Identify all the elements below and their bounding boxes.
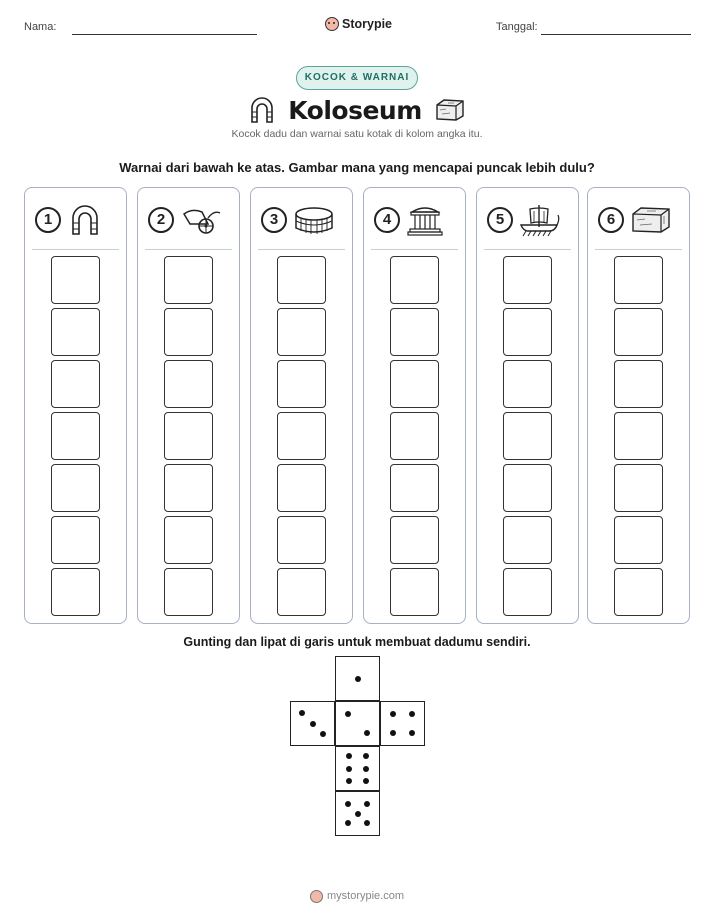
color-box[interactable] [614,464,663,512]
color-box[interactable] [390,464,439,512]
temple-icon [406,203,444,237]
color-box[interactable] [51,568,100,616]
color-box[interactable] [51,516,100,564]
column-divider [258,249,345,250]
color-box[interactable] [503,308,552,356]
storypie-mascot-icon [325,17,339,31]
column-header [35,202,119,238]
die-pip [390,711,396,717]
galley-ship-icon [519,203,561,237]
color-box[interactable] [164,516,213,564]
color-box[interactable] [390,412,439,460]
brand-logo [325,14,392,34]
column-number: 1 [35,207,61,233]
color-box[interactable] [614,516,663,564]
color-box[interactable] [277,516,326,564]
die-pip [363,778,369,784]
die-pip [355,811,361,817]
column-divider [484,249,571,250]
column-header [148,202,232,238]
column-2 [137,187,240,624]
arch-icon [248,96,276,124]
column-divider [371,249,458,250]
color-box[interactable] [503,360,552,408]
color-box[interactable] [164,568,213,616]
dice-columns [24,187,690,624]
coloring-instruction: Warnai dari bawah ke atas. Gambar mana yang mencapai puncak lebih dulu? [119,160,595,175]
column-divider [145,249,232,250]
color-box[interactable] [503,412,552,460]
color-box[interactable] [164,412,213,460]
color-box[interactable] [503,464,552,512]
column-6 [587,187,690,624]
die-pip [363,753,369,759]
color-box[interactable] [390,360,439,408]
die-face [335,656,380,701]
color-box[interactable] [164,360,213,408]
brand-name: Storypie [342,17,393,31]
color-box[interactable] [614,256,663,304]
die-face [335,746,380,791]
column-1 [24,187,127,624]
color-box[interactable] [390,568,439,616]
die-face [335,701,380,746]
column-3 [250,187,353,624]
color-box[interactable] [614,412,663,460]
chariot-icon [180,204,222,236]
die-pip [299,710,305,716]
column-number: 3 [261,207,287,233]
stone-block-icon [434,97,466,123]
color-box[interactable] [277,256,326,304]
color-box[interactable] [164,464,213,512]
storypie-mascot-icon [310,890,323,903]
column-divider [595,249,682,250]
color-box[interactable] [51,360,100,408]
die-face [290,701,335,746]
die-pip [409,730,415,736]
title-row [0,93,714,127]
color-box[interactable] [277,360,326,408]
name-line [72,34,257,35]
column-header [487,202,571,238]
subtitle: Kocok dadu dan warnai satu kotak di kolom angka itu. [231,128,483,140]
column-5 [476,187,579,624]
color-box[interactable] [277,464,326,512]
color-box[interactable] [614,360,663,408]
color-box[interactable] [390,516,439,564]
page-title: Koloseum [288,95,422,125]
die-pip [345,711,351,717]
die-pip [346,766,352,772]
column-4 [363,187,466,624]
date-label: Tanggal: [496,21,538,33]
column-number: 4 [374,207,400,233]
die-face [335,791,380,836]
die-pip [363,766,369,772]
die-pip [364,801,370,807]
date-line [541,34,691,35]
color-box[interactable] [164,256,213,304]
column-number: 2 [148,207,174,233]
color-box[interactable] [51,412,100,460]
die-face [380,701,425,746]
colosseum-icon [293,204,335,236]
stone-block-icon [630,204,672,236]
die-pip [345,820,351,826]
die-pip [310,721,316,727]
die-pip [346,753,352,759]
worksheet-header [0,14,714,44]
die-pip [345,801,351,807]
die-pip [364,730,370,736]
die-pip [364,820,370,826]
column-number: 6 [598,207,624,233]
die-pip [346,778,352,784]
color-box[interactable] [51,308,100,356]
color-box[interactable] [390,256,439,304]
cut-instruction: Gunting dan lipat di garis untuk membuat dadumu sendiri. [183,635,531,649]
die-pip [355,676,361,682]
column-divider [32,249,119,250]
die-pip [390,730,396,736]
color-box[interactable] [390,308,439,356]
color-box[interactable] [277,412,326,460]
footer-url[interactable]: mystorypie.com [326,890,405,902]
color-box[interactable] [614,308,663,356]
color-box[interactable] [51,464,100,512]
color-box[interactable] [51,256,100,304]
color-box[interactable] [614,568,663,616]
color-box[interactable] [503,568,552,616]
column-header [261,202,345,238]
color-box[interactable] [164,308,213,356]
name-label: Nama: [24,21,57,33]
column-header [598,202,682,238]
footer [0,886,714,906]
color-box[interactable] [277,568,326,616]
die-net [290,656,425,836]
color-box[interactable] [503,256,552,304]
column-header [374,202,458,238]
column-number: 5 [487,207,513,233]
activity-badge: KOCOK & WARNAI [296,66,418,90]
color-box[interactable] [503,516,552,564]
arch-icon [67,204,103,236]
die-pip [320,731,326,737]
color-box[interactable] [277,308,326,356]
die-pip [409,711,415,717]
